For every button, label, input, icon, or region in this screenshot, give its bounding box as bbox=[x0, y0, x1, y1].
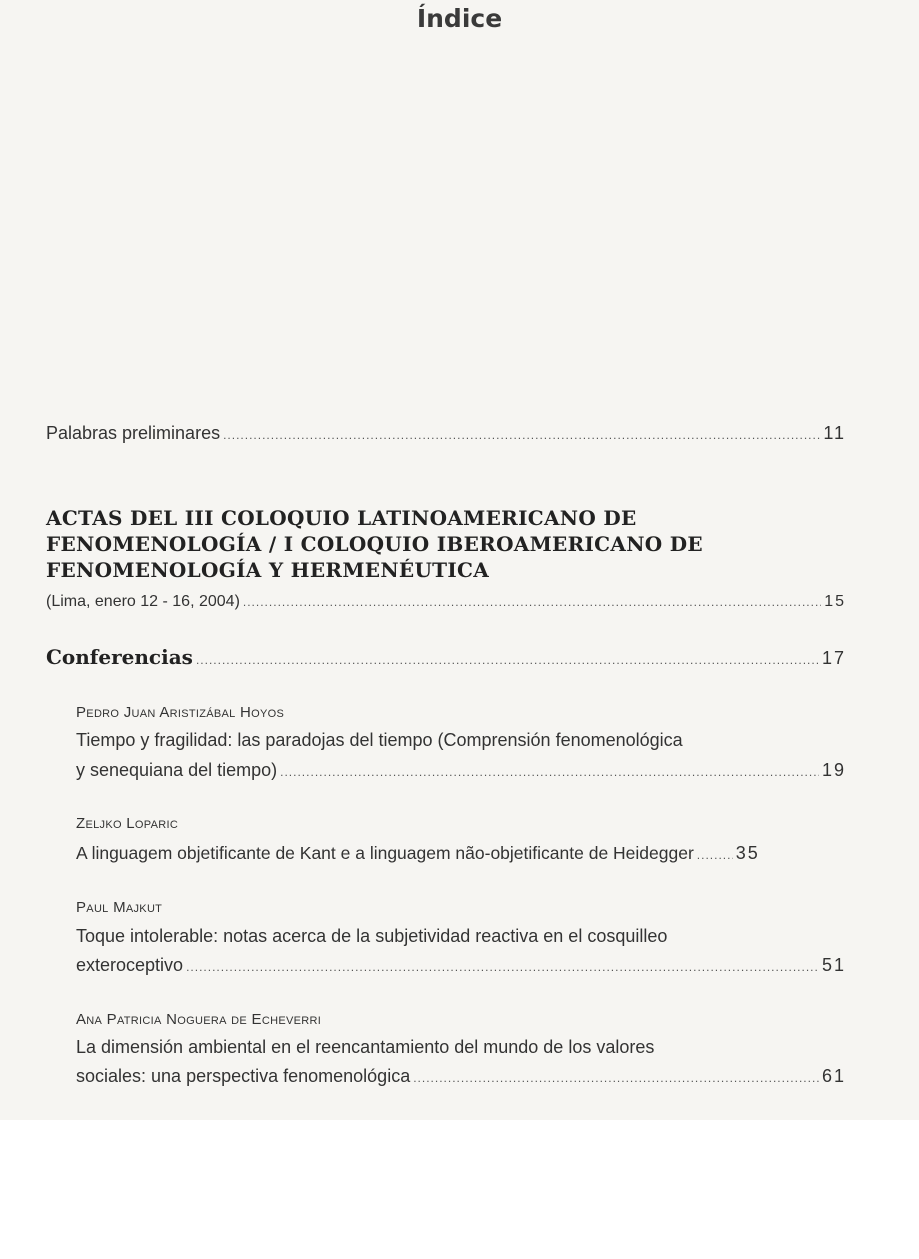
dot-leader bbox=[280, 765, 819, 779]
toc-entry-preliminares[interactable] bbox=[46, 423, 846, 444]
entry-author: Paul Majkut bbox=[76, 899, 163, 916]
page-number: 11 bbox=[823, 423, 846, 443]
toc-entry-label: Palabras preliminares bbox=[46, 423, 221, 443]
dot-leader bbox=[413, 1071, 819, 1085]
toc-entry-4[interactable] bbox=[76, 1066, 846, 1087]
entry-title-line[interactable]: La dimensión ambiental en el reencantamiento del mundo de los valores bbox=[76, 1037, 655, 1057]
entry-title-line[interactable]: Toque intolerable: notas acerca de la subjetividad reactiva en el cosquilleo bbox=[76, 926, 668, 946]
heading-line: FENOMENOLOGÍA Y HERMENÉUTICA bbox=[46, 558, 490, 582]
toc-entry-2[interactable] bbox=[76, 843, 846, 864]
toc-entry-conferencias[interactable] bbox=[46, 645, 846, 669]
dot-leader bbox=[697, 848, 733, 862]
entry-title-line: y senequiana del tiempo) bbox=[76, 760, 278, 780]
page-number: 19 bbox=[821, 760, 846, 780]
page-number: 61 bbox=[821, 1066, 846, 1086]
entry-title-line[interactable]: Tiempo y fragilidad: las paradojas del tiempo (Comprensión fenomenológica bbox=[76, 730, 683, 750]
entry-author: Pedro Juan Aristizábal Hoyos bbox=[76, 704, 285, 721]
page-number: 15 bbox=[824, 593, 846, 610]
page-number: 35 bbox=[735, 843, 760, 863]
dot-leader bbox=[223, 428, 820, 442]
toc-entry-subtitle: (Lima, enero 12 - 16, 2004) bbox=[46, 593, 240, 610]
dot-leader bbox=[196, 653, 819, 667]
entry-author: Zeljko Loparic bbox=[76, 815, 179, 832]
section-heading-actas bbox=[46, 505, 703, 583]
entry-title-line: sociales: una perspectiva fenomenológica bbox=[76, 1066, 411, 1086]
dot-leader bbox=[243, 595, 821, 609]
page-number: 17 bbox=[821, 648, 846, 668]
dot-leader bbox=[186, 960, 819, 974]
toc-entry-3[interactable] bbox=[76, 955, 846, 976]
entry-title-line: A linguagem objetificante de Kant e a linguagem não-objetificante de Heidegger bbox=[76, 843, 694, 863]
section-heading-conferencias: Conferencias bbox=[46, 645, 193, 669]
toc-entry-actas[interactable] bbox=[46, 593, 846, 611]
heading-line: ACTAS DEL III COLOQUIO LATINOAMERICANO DE bbox=[46, 506, 637, 530]
entry-title-line: exteroceptivo bbox=[76, 955, 184, 975]
page-number: 51 bbox=[821, 955, 846, 975]
entry-author: Ana Patricia Noguera de Echeverri bbox=[76, 1011, 322, 1028]
page-title: Índice bbox=[416, 4, 503, 33]
heading-line: FENOMENOLOGÍA / I COLOQUIO IBEROAMERICANO DE bbox=[46, 532, 703, 556]
toc-entry-1[interactable] bbox=[76, 760, 846, 781]
